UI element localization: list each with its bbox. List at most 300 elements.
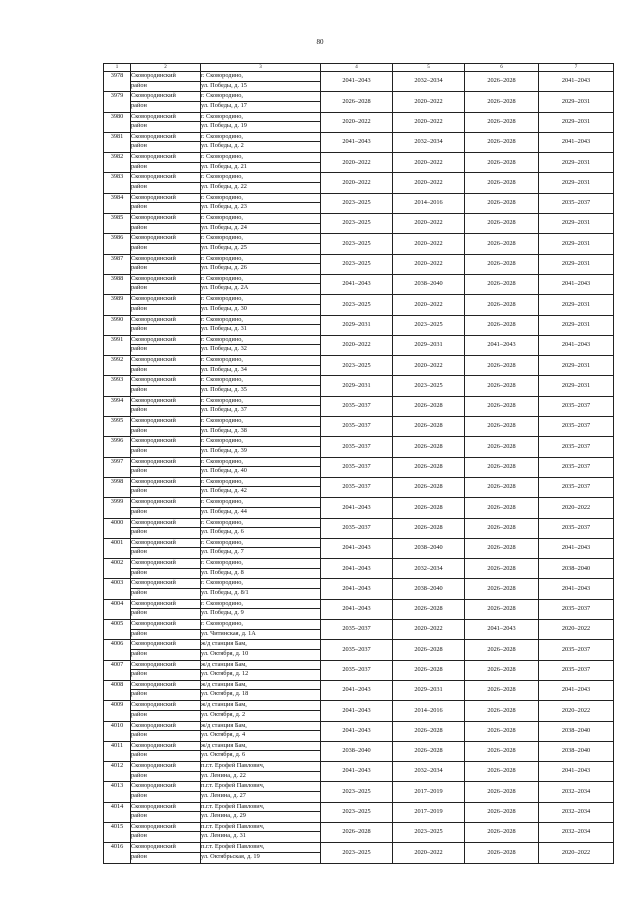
district-suffix: район (131, 426, 201, 436)
address-locality: г. Сковородино, (201, 356, 243, 364)
period-cell: 2020–2022 (393, 356, 465, 376)
district-suffix: район (131, 101, 201, 111)
district-name: Сковородинский (131, 660, 176, 668)
district-name: Сковородинский (131, 132, 176, 140)
table-row (104, 437, 614, 457)
address-locality: ж/д станция Бам, (201, 680, 247, 688)
address-locality: г. Сковородино, (201, 234, 243, 242)
address-street: ул. Октября, д. 4 (201, 730, 321, 740)
period-cell: 2026–2028 (393, 498, 465, 518)
district-suffix: район (131, 263, 201, 273)
district-cell (131, 518, 201, 538)
period-cell: 2035–2037 (321, 518, 393, 538)
district-suffix: район (131, 304, 201, 314)
address-street: ул. Победы, д. 24 (201, 223, 321, 233)
period-cell: 2035–2037 (539, 417, 614, 437)
address-locality: г. Сковородино, (201, 620, 243, 628)
address-street: ул. Победы, д. 17 (201, 101, 321, 111)
address-street: ул. Октября, д. 18 (201, 689, 321, 699)
address-cell (201, 660, 321, 680)
period-cell: 2023–2025 (321, 356, 393, 376)
period-cell: 2020–2022 (393, 295, 465, 315)
address-locality: г. Сковородино, (201, 274, 243, 282)
period-cell: 2026–2028 (465, 234, 539, 254)
district-suffix: район (131, 568, 201, 578)
table-row (104, 660, 614, 680)
period-cell: 2035–2037 (321, 620, 393, 640)
district-suffix: район (131, 324, 201, 334)
district-name: Сковородинский (131, 538, 176, 546)
address-locality: г. Сковородино, (201, 579, 243, 587)
address-locality: г. Сковородино, (201, 538, 243, 546)
district-cell (131, 538, 201, 558)
period-cell: 2032–2034 (393, 762, 465, 782)
district-suffix: район (131, 446, 201, 456)
period-cell: 2026–2028 (393, 437, 465, 457)
record-number: 3980 (104, 112, 131, 132)
district-cell (131, 457, 201, 477)
period-cell: 2026–2028 (465, 274, 539, 294)
address-locality: г. Сковородино, (201, 132, 243, 140)
record-number: 3987 (104, 254, 131, 274)
district-cell (131, 335, 201, 355)
address-cell (201, 599, 321, 619)
period-cell: 2026–2028 (465, 92, 539, 112)
district-name: Сковородинский (131, 741, 176, 749)
table-row (104, 518, 614, 538)
period-cell: 2041–2043 (539, 72, 614, 92)
period-cell: 2026–2028 (465, 721, 539, 741)
address-locality: г. Сковородино, (201, 417, 243, 425)
address-cell (201, 477, 321, 497)
period-cell: 2029–2031 (539, 295, 614, 315)
period-cell: 2035–2037 (539, 518, 614, 538)
period-cell: 2023–2025 (393, 315, 465, 335)
district-cell (131, 376, 201, 396)
table-row (104, 762, 614, 782)
table-row (104, 802, 614, 822)
district-suffix: район (131, 629, 201, 639)
period-cell: 2026–2028 (393, 417, 465, 437)
table-row (104, 498, 614, 518)
address-cell (201, 153, 321, 173)
table-row (104, 701, 614, 721)
address-cell (201, 579, 321, 599)
period-cell: 2038–2040 (393, 579, 465, 599)
period-cell: 2035–2037 (539, 660, 614, 680)
district-suffix: район (131, 385, 201, 395)
district-cell (131, 254, 201, 274)
district-suffix: район (131, 791, 201, 801)
period-cell: 2026–2028 (465, 315, 539, 335)
address-locality: ж/д станция Бам, (201, 721, 247, 729)
district-suffix: район (131, 121, 201, 131)
address-locality: г. Сковородино, (201, 457, 243, 465)
record-number: 4003 (104, 579, 131, 599)
period-cell: 2038–2040 (539, 741, 614, 761)
period-cell: 2023–2025 (321, 295, 393, 315)
period-cell: 2026–2028 (393, 721, 465, 741)
period-cell: 2041–2043 (465, 620, 539, 640)
period-cell: 2020–2022 (393, 620, 465, 640)
period-cell: 2041–2043 (321, 762, 393, 782)
district-cell (131, 782, 201, 802)
district-cell (131, 640, 201, 660)
address-locality: г. Сковородино, (201, 254, 243, 262)
period-cell: 2026–2028 (321, 822, 393, 842)
record-number: 3985 (104, 214, 131, 234)
address-street: ул. Победы, д. 9 (201, 608, 321, 618)
district-suffix: район (131, 669, 201, 679)
address-cell (201, 132, 321, 152)
table-row (104, 214, 614, 234)
period-cell: 2029–2031 (393, 335, 465, 355)
table-row (104, 315, 614, 335)
period-cell: 2035–2037 (539, 599, 614, 619)
period-cell: 2032–2034 (393, 72, 465, 92)
district-cell (131, 741, 201, 761)
period-cell: 2026–2028 (393, 518, 465, 538)
district-name: Сковородинский (131, 822, 176, 830)
period-cell: 2041–2043 (465, 335, 539, 355)
district-name: Сковородинский (131, 234, 176, 242)
period-cell: 2041–2043 (539, 274, 614, 294)
period-cell: 2035–2037 (539, 457, 614, 477)
district-name: Сковородинский (131, 721, 176, 729)
record-number: 3989 (104, 295, 131, 315)
district-cell (131, 417, 201, 437)
address-locality: г. Сковородино, (201, 193, 243, 201)
record-number: 3984 (104, 193, 131, 213)
district-name: Сковородинский (131, 457, 176, 465)
address-cell (201, 822, 321, 842)
period-cell: 2026–2028 (465, 153, 539, 173)
table-row (104, 843, 614, 863)
record-number: 3981 (104, 132, 131, 152)
address-street: ул. Победы, д. 6 (201, 527, 321, 537)
address-locality: п.г.т. Ерофей Павлович, (201, 822, 265, 830)
address-locality: ж/д станция Бам, (201, 640, 247, 648)
table-row (104, 538, 614, 558)
district-name: Сковородинский (131, 782, 176, 790)
period-cell: 2035–2037 (539, 477, 614, 497)
district-suffix: район (131, 202, 201, 212)
address-locality: п.г.т. Ерофей Павлович, (201, 802, 265, 810)
district-cell (131, 721, 201, 741)
period-cell: 2029–2031 (539, 376, 614, 396)
period-cell: 2020–2022 (393, 214, 465, 234)
period-cell: 2029–2031 (321, 376, 393, 396)
column-header: 7 (539, 64, 614, 72)
district-cell (131, 315, 201, 335)
address-street: ул. Октябрьская, д. 19 (201, 852, 321, 862)
address-cell (201, 802, 321, 822)
district-cell (131, 762, 201, 782)
period-cell: 2035–2037 (321, 477, 393, 497)
period-cell: 2023–2025 (393, 376, 465, 396)
address-street: ул. Ленина, д. 31 (201, 831, 321, 841)
period-cell: 2032–2034 (539, 822, 614, 842)
address-cell (201, 92, 321, 112)
address-cell (201, 193, 321, 213)
address-cell (201, 335, 321, 355)
district-name: Сковородинский (131, 599, 176, 607)
period-cell: 2035–2037 (321, 417, 393, 437)
period-cell: 2020–2022 (539, 701, 614, 721)
address-street: ул. Победы, д. 30 (201, 304, 321, 314)
district-suffix: район (131, 81, 201, 91)
district-name: Сковородинский (131, 559, 176, 567)
period-cell: 2023–2025 (321, 234, 393, 254)
address-street: ул. Победы, д. 25 (201, 243, 321, 253)
period-cell: 2029–2031 (539, 214, 614, 234)
period-cell: 2041–2043 (321, 559, 393, 579)
period-cell: 2035–2037 (539, 640, 614, 660)
address-street: ул. Ленина, д. 22 (201, 771, 321, 781)
period-cell: 2041–2043 (321, 721, 393, 741)
period-cell: 2041–2043 (321, 701, 393, 721)
district-name: Сковородинский (131, 680, 176, 688)
district-name: Сковородинский (131, 802, 176, 810)
record-number: 4010 (104, 721, 131, 741)
period-cell: 2026–2028 (465, 173, 539, 193)
address-cell (201, 234, 321, 254)
period-cell: 2035–2037 (321, 457, 393, 477)
period-cell: 2026–2028 (465, 295, 539, 315)
district-suffix: район (131, 649, 201, 659)
period-cell: 2041–2043 (321, 72, 393, 92)
address-cell (201, 457, 321, 477)
address-street: ул. Победы, д. 44 (201, 507, 321, 517)
table-row (104, 721, 614, 741)
record-number: 3998 (104, 477, 131, 497)
period-cell: 2023–2025 (321, 802, 393, 822)
district-cell (131, 599, 201, 619)
district-suffix: район (131, 689, 201, 699)
address-street: ул. Победы, д. 40 (201, 466, 321, 476)
district-cell (131, 132, 201, 152)
district-name: Сковородинский (131, 153, 176, 161)
address-cell (201, 518, 321, 538)
district-name: Сковородинский (131, 518, 176, 526)
district-name: Сковородинский (131, 254, 176, 262)
district-cell (131, 153, 201, 173)
period-cell: 2020–2022 (321, 153, 393, 173)
district-cell (131, 214, 201, 234)
record-number: 3988 (104, 274, 131, 294)
period-cell: 2026–2028 (465, 72, 539, 92)
period-cell: 2023–2025 (321, 843, 393, 863)
record-number: 3978 (104, 72, 131, 92)
district-name: Сковородинский (131, 173, 176, 181)
district-name: Сковородинский (131, 640, 176, 648)
address-street: ул. Октября, д. 6 (201, 750, 321, 760)
period-cell: 2029–2031 (393, 680, 465, 700)
period-cell: 2020–2022 (393, 112, 465, 132)
period-cell: 2041–2043 (321, 579, 393, 599)
address-locality: г. Сковородино, (201, 599, 243, 607)
address-locality: г. Сковородино, (201, 498, 243, 506)
district-cell (131, 173, 201, 193)
column-header: 1 (104, 64, 131, 72)
district-suffix: район (131, 141, 201, 151)
address-locality: г. Сковородино, (201, 437, 243, 445)
table-row (104, 234, 614, 254)
district-suffix: район (131, 588, 201, 598)
address-locality: г. Сковородино, (201, 559, 243, 567)
period-cell: 2026–2028 (465, 518, 539, 538)
address-cell (201, 843, 321, 863)
column-number-row (104, 64, 614, 72)
district-name: Сковородинский (131, 620, 176, 628)
record-number: 3999 (104, 498, 131, 518)
district-cell (131, 802, 201, 822)
address-street: ул. Октября, д. 12 (201, 669, 321, 679)
period-cell: 2026–2028 (465, 193, 539, 213)
address-locality: п.г.т. Ерофей Павлович, (201, 843, 265, 851)
record-number: 3991 (104, 335, 131, 355)
address-cell (201, 762, 321, 782)
address-cell (201, 721, 321, 741)
district-cell (131, 559, 201, 579)
period-cell: 2026–2028 (465, 701, 539, 721)
period-cell: 2026–2028 (393, 457, 465, 477)
address-street: ул. Победы, д. 15 (201, 81, 321, 91)
table-row (104, 579, 614, 599)
address-street: ул. Ленина, д. 27 (201, 791, 321, 801)
table-row (104, 640, 614, 660)
record-number: 3993 (104, 376, 131, 396)
period-cell: 2026–2028 (393, 396, 465, 416)
address-cell (201, 173, 321, 193)
district-suffix: район (131, 243, 201, 253)
district-suffix: район (131, 486, 201, 496)
record-number: 4014 (104, 802, 131, 822)
period-cell: 2029–2031 (539, 234, 614, 254)
record-number: 3997 (104, 457, 131, 477)
period-cell: 2035–2037 (321, 396, 393, 416)
address-cell (201, 315, 321, 335)
period-cell: 2029–2031 (539, 173, 614, 193)
table-row (104, 620, 614, 640)
period-cell: 2026–2028 (393, 741, 465, 761)
address-cell (201, 741, 321, 761)
district-name: Сковородинский (131, 376, 176, 384)
district-suffix: район (131, 831, 201, 841)
address-locality: ж/д станция Бам, (201, 660, 247, 668)
record-number: 4009 (104, 701, 131, 721)
period-cell: 2026–2028 (465, 376, 539, 396)
address-locality: п.г.т. Ерофей Павлович, (201, 782, 265, 790)
record-number: 4007 (104, 660, 131, 680)
record-number: 3983 (104, 173, 131, 193)
address-cell (201, 559, 321, 579)
table-row (104, 599, 614, 619)
period-cell: 2041–2043 (539, 538, 614, 558)
address-street: ул. Победы, д. 35 (201, 385, 321, 395)
district-cell (131, 437, 201, 457)
district-cell (131, 843, 201, 863)
record-number: 3992 (104, 356, 131, 376)
record-number: 4008 (104, 680, 131, 700)
address-cell (201, 538, 321, 558)
address-locality: п.г.т. Ерофей Павлович, (201, 762, 265, 770)
table-row (104, 741, 614, 761)
table-row (104, 173, 614, 193)
district-name: Сковородинский (131, 437, 176, 445)
period-cell: 2026–2028 (465, 599, 539, 619)
record-number: 4006 (104, 640, 131, 660)
address-cell (201, 112, 321, 132)
period-cell: 2032–2034 (393, 559, 465, 579)
district-cell (131, 193, 201, 213)
district-name: Сковородинский (131, 193, 176, 201)
district-suffix: район (131, 750, 201, 760)
period-cell: 2026–2028 (465, 782, 539, 802)
housing-registry-table (103, 63, 614, 864)
district-cell (131, 112, 201, 132)
district-cell (131, 274, 201, 294)
district-cell (131, 498, 201, 518)
table-row (104, 680, 614, 700)
district-suffix: район (131, 608, 201, 618)
address-locality: г. Сковородино, (201, 72, 243, 79)
address-cell (201, 295, 321, 315)
period-cell: 2023–2025 (321, 193, 393, 213)
district-cell (131, 234, 201, 254)
address-street: ул. Победы, д. 21 (201, 162, 321, 172)
address-locality: г. Сковородино, (201, 295, 243, 303)
period-cell: 2026–2028 (465, 822, 539, 842)
period-cell: 2026–2028 (393, 599, 465, 619)
address-street: ул. Победы, д. 8 (201, 568, 321, 578)
address-cell (201, 274, 321, 294)
period-cell: 2032–2034 (393, 132, 465, 152)
period-cell: 2014–2016 (393, 701, 465, 721)
table-row (104, 356, 614, 376)
district-suffix: район (131, 507, 201, 517)
period-cell: 2026–2028 (465, 640, 539, 660)
district-cell (131, 620, 201, 640)
period-cell: 2020–2022 (321, 112, 393, 132)
district-cell (131, 579, 201, 599)
period-cell: 2038–2040 (539, 559, 614, 579)
address-street: ул. Победы, д. 26 (201, 263, 321, 273)
period-cell: 2020–2022 (393, 173, 465, 193)
period-cell: 2041–2043 (539, 762, 614, 782)
period-cell: 2029–2031 (539, 254, 614, 274)
table-row (104, 559, 614, 579)
period-cell: 2020–2022 (393, 153, 465, 173)
column-header: 5 (393, 64, 465, 72)
district-name: Сковородинский (131, 417, 176, 425)
period-cell: 2020–2022 (539, 498, 614, 518)
district-name: Сковородинский (131, 477, 176, 485)
address-locality: г. Сковородино, (201, 315, 243, 323)
address-cell (201, 640, 321, 660)
table-row (104, 193, 614, 213)
period-cell: 2020–2022 (393, 92, 465, 112)
district-cell (131, 822, 201, 842)
address-street: ул. Октября, д. 10 (201, 649, 321, 659)
address-cell (201, 680, 321, 700)
column-header: 6 (465, 64, 539, 72)
period-cell: 2041–2043 (321, 274, 393, 294)
address-locality: г. Сковородино, (201, 92, 243, 100)
period-cell: 2035–2037 (539, 193, 614, 213)
district-name: Сковородинский (131, 274, 176, 282)
table-row (104, 72, 614, 92)
